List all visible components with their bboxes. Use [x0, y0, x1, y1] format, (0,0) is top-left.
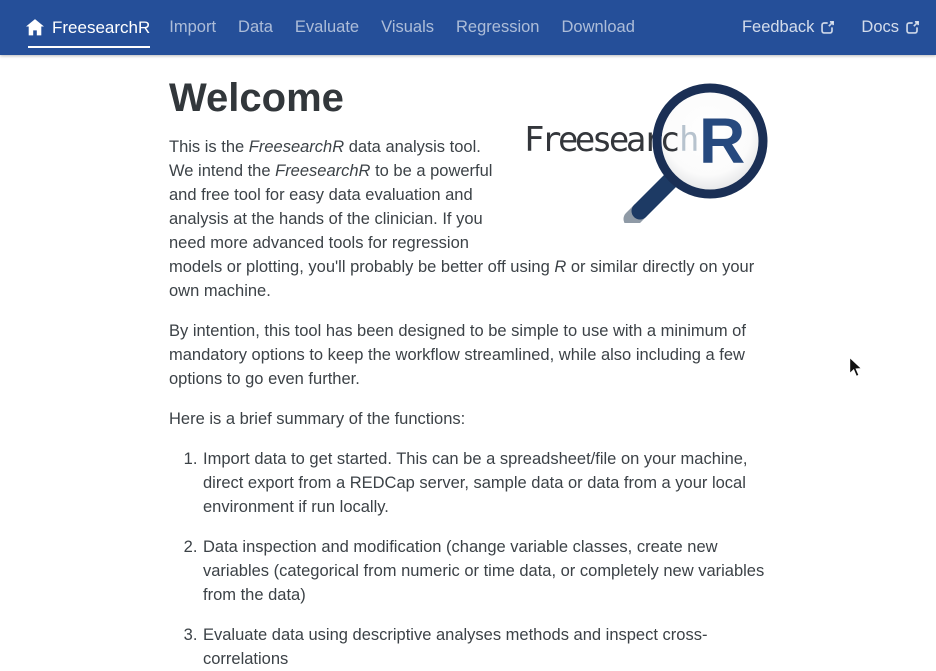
page-title: Welcome: [169, 76, 344, 120]
summary-intro: Here is a brief summary of the functions:: [169, 410, 466, 428]
list-item-data-inspection: 2. Data inspection and modification (change variable classes, create new variables (categorical from numeric or time data, or completely new variables from the data): [202, 535, 771, 607]
intro-paragraph: This is the FreesearchR data analysis tool. We intend the FreesearchR to be a powerful and free tool for easy data evaluation and analysis at the hands of the clinician. If you need more advanced tools for regression models or plotting, you'll probably be better off using R or similar directly on your own machine.: [169, 138, 755, 300]
nav-docs-label: Docs: [861, 18, 899, 36]
nav-item-data[interactable]: Data: [238, 18, 273, 36]
logo-text-light: h: [679, 120, 700, 160]
logo-lens-letter: R: [699, 105, 746, 177]
nav-item-import[interactable]: Import: [169, 18, 217, 36]
nav-item-visuals[interactable]: Visuals: [381, 18, 435, 36]
functions-list: [169, 447, 771, 671]
nav-item-download[interactable]: Download: [561, 18, 635, 36]
external-link-icon: [905, 20, 920, 35]
list-item-evaluate: 3. Evaluate data using descriptive analyses methods and inspect cross-correlations: [202, 623, 771, 671]
nav-item-evaluate[interactable]: Evaluate: [294, 18, 360, 36]
nav-item-docs[interactable]: [861, 18, 920, 37]
nav-item-feedback[interactable]: [742, 18, 835, 37]
logo-text-dark: Freesearc: [524, 120, 677, 160]
design-paragraph: By intention, this tool has been designed to be simple to use with a minimum of mandatory options to keep the workflow streamlined, while also including a few options to go even further.: [169, 322, 746, 388]
freesearchr-logo: [519, 77, 771, 223]
external-link-icon: [820, 20, 835, 35]
nav-item-regression[interactable]: Regression: [456, 18, 540, 36]
nav-feedback-label: Feedback: [741, 18, 815, 36]
navbar: [0, 0, 936, 55]
mouse-cursor: [848, 356, 866, 385]
nav-brand-home[interactable]: [26, 18, 150, 38]
nav-brand-label: FreesearchR: [52, 17, 151, 37]
list-item-import: 1. Import data to get started. This can be a spreadsheet/file on your machine, direct export from a REDCap server, sample data or data from a your local environment if run locally.: [202, 447, 771, 519]
main-content: [169, 55, 771, 671]
home-icon: [26, 19, 44, 36]
nav-links: [158, 18, 646, 37]
